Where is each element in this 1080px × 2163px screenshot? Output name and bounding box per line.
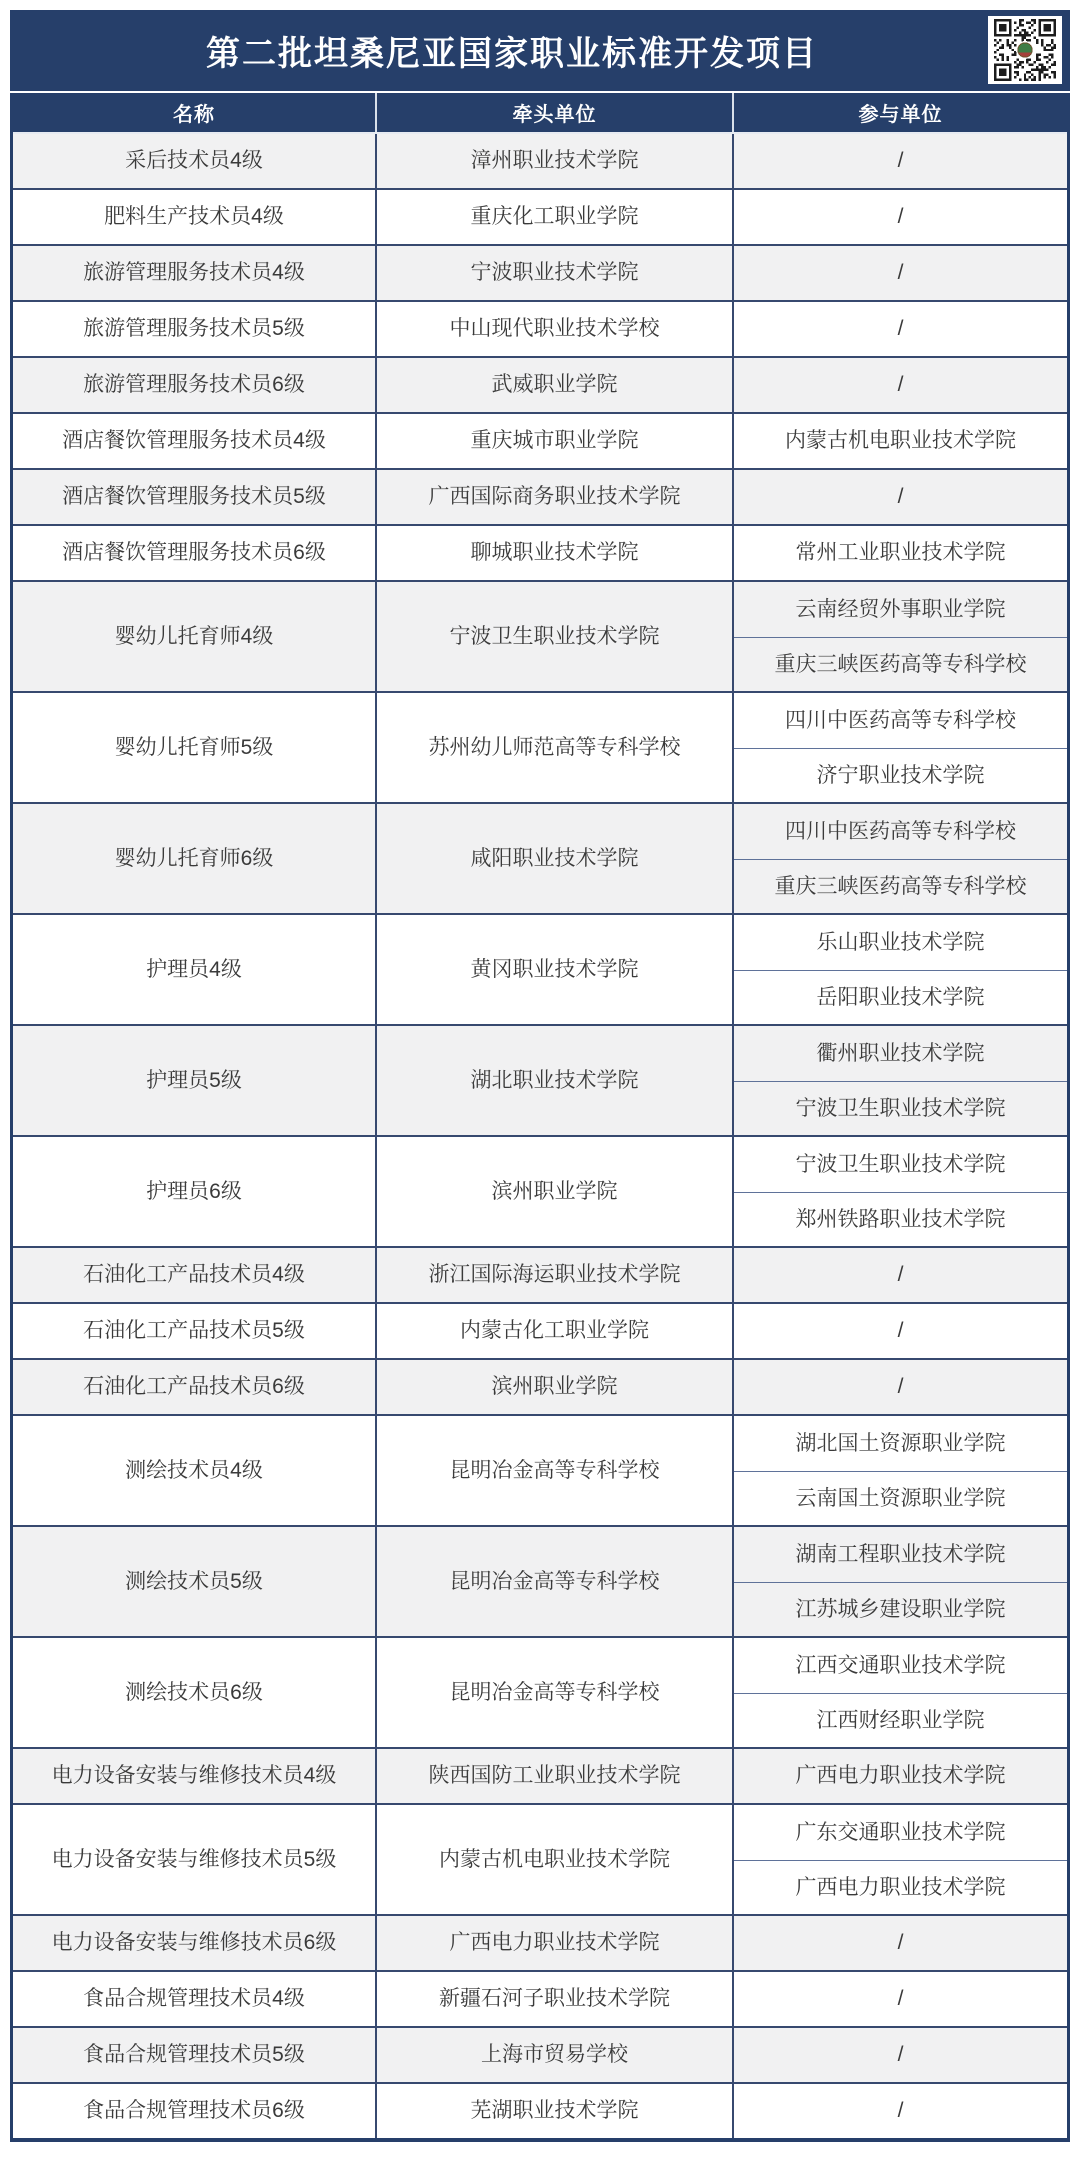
participant-none: / xyxy=(897,373,904,397)
participant-unit: 广东交通职业技术学院 xyxy=(795,1820,1006,1844)
table-row xyxy=(13,414,1067,470)
participant-units-cell xyxy=(734,1360,1067,1414)
occupation-name-cell: 测绘技术员5级 xyxy=(13,1527,377,1636)
participant-units-cell xyxy=(734,1916,1067,1970)
participant-unit: 乐山职业技术学院 xyxy=(816,930,985,954)
participant-units-cell xyxy=(734,1137,1067,1246)
occupation-name-cell: 电力设备安装与维修技术员6级 xyxy=(13,1916,377,1970)
participant-unit: 江西财经职业学院 xyxy=(734,1693,1067,1748)
participant-units-cell xyxy=(734,1805,1067,1914)
poster-page xyxy=(10,10,1070,2142)
participant-unit: 江苏城乡建设职业学院 xyxy=(734,1582,1067,1637)
participant-none: / xyxy=(897,1375,904,1399)
table-row xyxy=(13,470,1067,526)
column-header-name: 名称 xyxy=(13,93,377,132)
participant-none: / xyxy=(897,485,904,509)
table-row xyxy=(13,1916,1067,1972)
participant-unit: 宁波卫生职业技术学院 xyxy=(734,1081,1067,1136)
participant-none: / xyxy=(897,1319,904,1343)
table-row xyxy=(13,582,1067,693)
title-bar xyxy=(10,10,1070,93)
lead-unit-cell: 广西国际商务职业技术学院 xyxy=(377,470,734,524)
column-header-lead-unit: 牵头单位 xyxy=(377,93,734,132)
lead-unit-cell: 昆明冶金高等专科学校 xyxy=(377,1638,734,1747)
participant-none: / xyxy=(897,2043,904,2067)
participant-units-cell xyxy=(734,2028,1067,2082)
participant-unit: 广西电力职业技术学院 xyxy=(795,1764,1006,1788)
occupation-name-cell: 旅游管理服务技术员6级 xyxy=(13,358,377,412)
lead-unit-cell: 内蒙古机电职业技术学院 xyxy=(377,1805,734,1914)
participant-unit: 湖南工程职业技术学院 xyxy=(795,1542,1006,1566)
lead-unit-cell: 滨州职业学院 xyxy=(377,1137,734,1246)
table-row xyxy=(13,2084,1067,2138)
participant-unit: 云南经贸外事职业学院 xyxy=(795,597,1006,621)
lead-unit-cell: 重庆城市职业学院 xyxy=(377,414,734,468)
table-row xyxy=(13,1137,1067,1248)
occupation-name-cell: 婴幼儿托育师4级 xyxy=(13,582,377,691)
lead-unit-cell: 广西电力职业技术学院 xyxy=(377,1916,734,1970)
lead-unit-cell: 重庆化工职业学院 xyxy=(377,190,734,244)
column-header-participant-unit: 参与单位 xyxy=(858,104,943,126)
table-row xyxy=(13,1026,1067,1137)
participant-unit: 岳阳职业技术学院 xyxy=(734,970,1067,1025)
participant-unit: 济宁职业技术学院 xyxy=(734,748,1067,803)
participant-unit: 江西交通职业技术学院 xyxy=(795,1653,1006,1677)
occupation-name-cell: 测绘技术员6级 xyxy=(13,1638,377,1747)
participant-none: / xyxy=(897,1987,904,2011)
occupation-name-cell: 护理员4级 xyxy=(13,915,377,1024)
participant-none: / xyxy=(897,149,904,173)
occupation-name-cell: 旅游管理服务技术员4级 xyxy=(13,246,377,300)
lead-unit-cell: 浙江国际海运职业技术学院 xyxy=(377,1248,734,1302)
occupation-name-cell: 食品合规管理技术员4级 xyxy=(13,1972,377,2026)
table-row xyxy=(13,1248,1067,1304)
lead-unit-cell: 湖北职业技术学院 xyxy=(377,1026,734,1135)
occupation-name-cell: 酒店餐饮管理服务技术员4级 xyxy=(13,414,377,468)
participant-units-cell xyxy=(734,1304,1067,1358)
table-row xyxy=(13,190,1067,246)
participant-units-cell xyxy=(734,1416,1067,1525)
lead-unit-cell: 苏州幼儿师范高等专科学校 xyxy=(377,693,734,802)
participant-unit: 常州工业职业技术学院 xyxy=(795,541,1006,565)
participant-unit: 四川中医药高等专科学校 xyxy=(785,819,1016,843)
participant-units-cell xyxy=(734,1026,1067,1135)
table-row xyxy=(13,1416,1067,1527)
participant-unit: 内蒙古机电职业技术学院 xyxy=(785,429,1016,453)
participant-unit: 宁波卫生职业技术学院 xyxy=(795,1152,1006,1176)
occupation-name-cell: 婴幼儿托育师6级 xyxy=(13,804,377,913)
table-row xyxy=(13,1527,1067,1638)
participant-units-cell xyxy=(734,246,1067,300)
occupation-name-cell: 食品合规管理技术员6级 xyxy=(13,2084,377,2138)
occupation-name-cell: 酒店餐饮管理服务技术员6级 xyxy=(13,526,377,580)
lead-unit-cell: 新疆石河子职业技术学院 xyxy=(377,1972,734,2026)
table-row xyxy=(13,804,1067,915)
table-row xyxy=(13,358,1067,414)
participant-units-cell xyxy=(734,190,1067,244)
participant-units-cell xyxy=(734,693,1067,802)
participant-units-cell xyxy=(734,1749,1067,1803)
occupation-name-cell: 酒店餐饮管理服务技术员5级 xyxy=(13,470,377,524)
table-row xyxy=(13,1972,1067,2028)
occupation-name-cell: 婴幼儿托育师5级 xyxy=(13,693,377,802)
participant-none: / xyxy=(897,261,904,285)
participant-none: / xyxy=(897,317,904,341)
participant-units-cell xyxy=(734,358,1067,412)
lead-unit-cell: 内蒙古化工职业学院 xyxy=(377,1304,734,1358)
lead-unit-cell: 武威职业学院 xyxy=(377,358,734,412)
qr-code-image xyxy=(992,19,1058,81)
table-row xyxy=(13,2028,1067,2084)
lead-unit-cell: 昆明冶金高等专科学校 xyxy=(377,1416,734,1525)
table-row xyxy=(13,246,1067,302)
occupation-name-cell: 石油化工产品技术员5级 xyxy=(13,1304,377,1358)
page-title: 第二批坦桑尼亚国家职业标准开发项目 xyxy=(206,35,818,73)
participant-units-cell xyxy=(734,804,1067,913)
lead-unit-cell: 芜湖职业技术学院 xyxy=(377,2084,734,2138)
table-row xyxy=(13,134,1067,190)
table-row xyxy=(13,1749,1067,1805)
participant-unit: 云南国土资源职业学院 xyxy=(734,1471,1067,1526)
lead-unit-cell: 聊城职业技术学院 xyxy=(377,526,734,580)
lead-unit-cell: 宁波职业技术学院 xyxy=(377,246,734,300)
participant-units-cell xyxy=(734,1638,1067,1747)
table-row xyxy=(13,526,1067,582)
lead-unit-cell: 黄冈职业技术学院 xyxy=(377,915,734,1024)
lead-unit-cell: 宁波卫生职业技术学院 xyxy=(377,582,734,691)
participant-none: / xyxy=(897,1931,904,1955)
participant-units-cell xyxy=(734,1972,1067,2026)
participant-units-cell xyxy=(734,2084,1067,2138)
participant-unit: 四川中医药高等专科学校 xyxy=(785,708,1016,732)
occupation-name-cell: 旅游管理服务技术员5级 xyxy=(13,302,377,356)
participant-units-cell xyxy=(734,582,1067,691)
participant-unit: 广西电力职业技术学院 xyxy=(734,1860,1067,1915)
occupation-name-cell: 石油化工产品技术员6级 xyxy=(13,1360,377,1414)
participant-unit: 湖北国土资源职业学院 xyxy=(795,1431,1006,1455)
table-row xyxy=(13,693,1067,804)
table-row xyxy=(13,1805,1067,1916)
lead-unit-cell: 昆明冶金高等专科学校 xyxy=(377,1527,734,1636)
lead-unit-cell: 中山现代职业技术学校 xyxy=(377,302,734,356)
occupation-name-cell: 护理员6级 xyxy=(13,1137,377,1246)
participant-unit: 重庆三峡医药高等专科学校 xyxy=(734,637,1067,692)
projects-table xyxy=(10,93,1070,2142)
participant-unit: 重庆三峡医药高等专科学校 xyxy=(734,859,1067,914)
occupation-name-cell: 护理员5级 xyxy=(13,1026,377,1135)
lead-unit-cell: 咸阳职业技术学院 xyxy=(377,804,734,913)
lead-unit-cell: 漳州职业技术学院 xyxy=(377,134,734,188)
participant-units-cell xyxy=(734,1248,1067,1302)
occupation-name-cell: 肥料生产技术员4级 xyxy=(13,190,377,244)
lead-unit-cell: 上海市贸易学校 xyxy=(377,2028,734,2082)
qr-code xyxy=(988,16,1062,84)
occupation-name-cell: 采后技术员4级 xyxy=(13,134,377,188)
participant-units-cell xyxy=(734,915,1067,1024)
occupation-name-cell: 食品合规管理技术员5级 xyxy=(13,2028,377,2082)
occupation-name-cell: 测绘技术员4级 xyxy=(13,1416,377,1525)
participant-units-cell xyxy=(734,414,1067,468)
table-row xyxy=(13,302,1067,358)
participant-units-cell xyxy=(734,470,1067,524)
participant-unit: 衢州职业技术学院 xyxy=(816,1041,985,1065)
occupation-name-cell: 石油化工产品技术员4级 xyxy=(13,1248,377,1302)
lead-unit-cell: 滨州职业学院 xyxy=(377,1360,734,1414)
table-row xyxy=(13,1360,1067,1416)
participant-none: / xyxy=(897,205,904,229)
table-header-row xyxy=(13,93,1067,134)
participant-units-cell xyxy=(734,302,1067,356)
table-body xyxy=(13,134,1067,2138)
lead-unit-cell: 陕西国防工业职业技术学院 xyxy=(377,1749,734,1803)
occupation-name-cell: 电力设备安装与维修技术员5级 xyxy=(13,1805,377,1914)
participant-units-cell xyxy=(734,1527,1067,1636)
table-row xyxy=(13,915,1067,1026)
participant-units-cell xyxy=(734,526,1067,580)
participant-none: / xyxy=(897,2099,904,2123)
participant-units-cell xyxy=(734,134,1067,188)
table-row xyxy=(13,1304,1067,1360)
occupation-name-cell: 电力设备安装与维修技术员4级 xyxy=(13,1749,377,1803)
participant-unit: 郑州铁路职业技术学院 xyxy=(734,1192,1067,1247)
table-row xyxy=(13,1638,1067,1749)
participant-none: / xyxy=(897,1263,904,1287)
